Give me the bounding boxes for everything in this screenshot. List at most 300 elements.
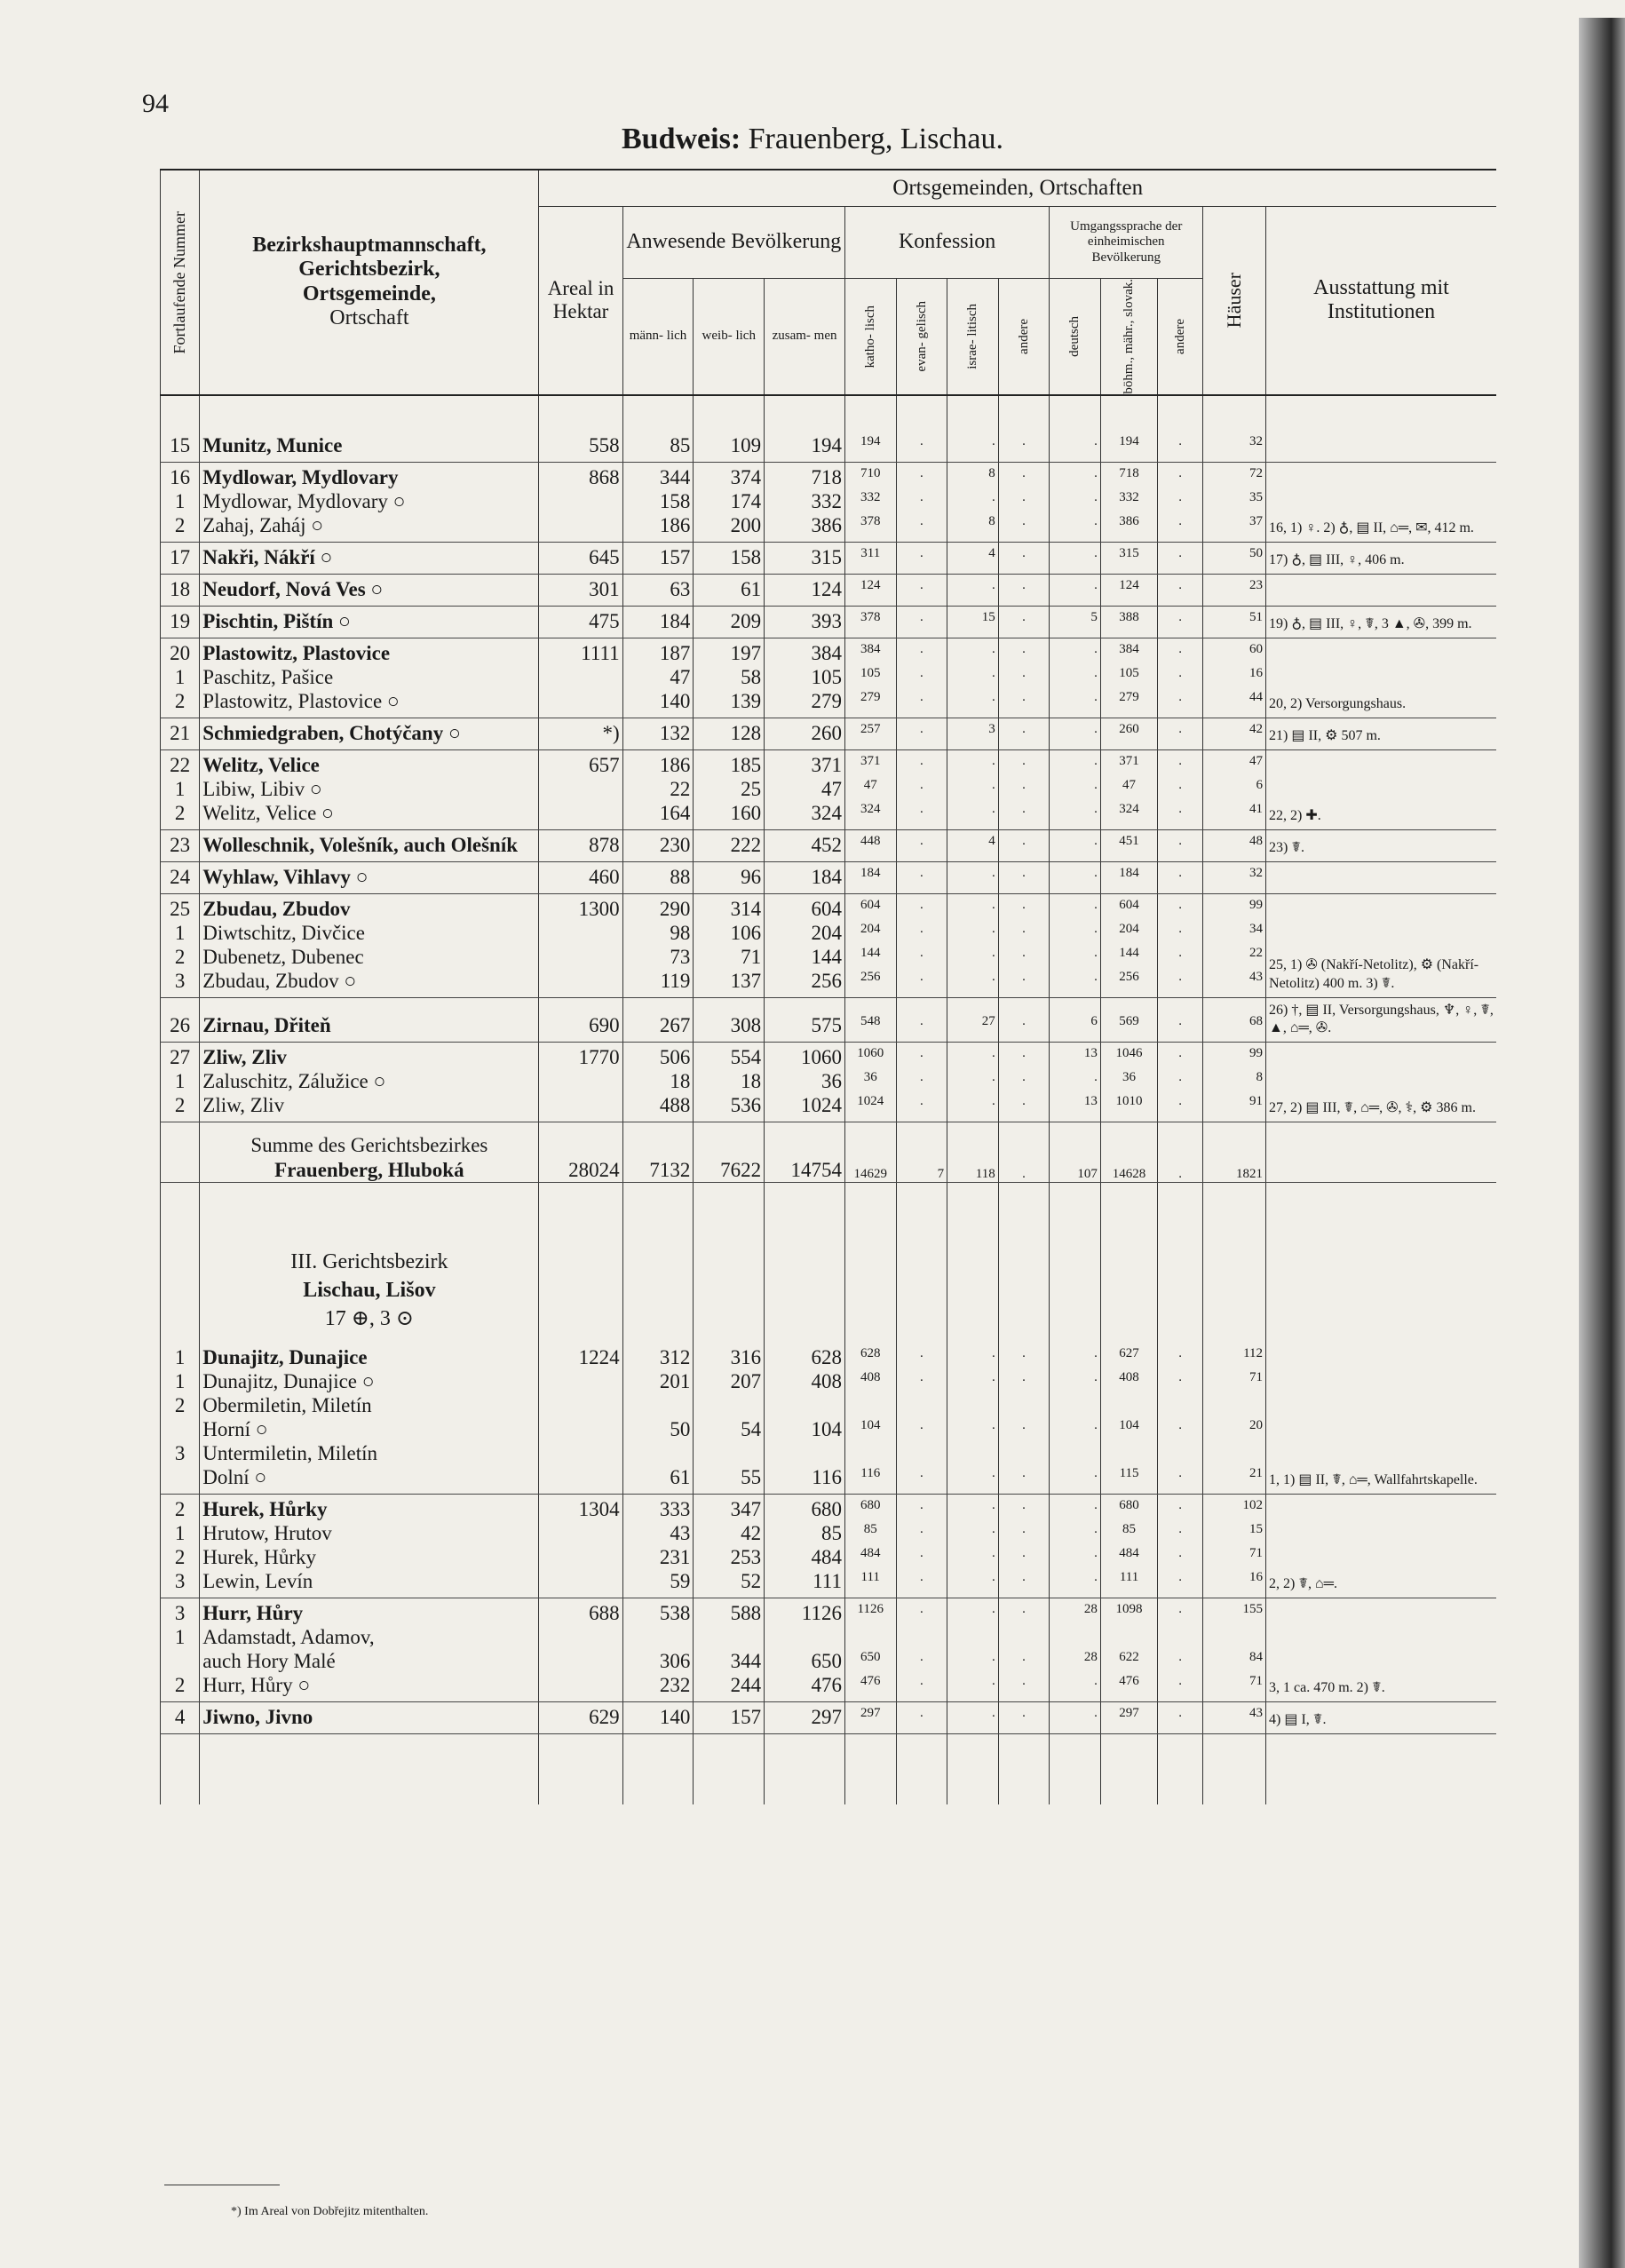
evangelisch-value-cell [896, 893, 947, 997]
ausstattung-cell: 3, 1 ca. 470 m. 2) ☤. [1266, 1598, 1496, 1701]
evangelisch-value-cell [896, 462, 947, 542]
row-number: 2 [174, 801, 186, 824]
israelitisch-value: . [991, 921, 995, 936]
israelitisch-value: . [991, 1070, 995, 1085]
israelitisch-value [950, 1394, 995, 1418]
row-number: 16 [170, 465, 191, 488]
haeuser-value: 102 [1242, 1497, 1264, 1512]
row-number: 1 [174, 777, 186, 800]
andere-konf-value: . [1022, 1545, 1026, 1560]
deutsch-value: 28 [1083, 1649, 1098, 1664]
table-row [161, 1043, 1497, 1122]
row-number: 3 [174, 1569, 186, 1592]
evangelisch-value-cell [896, 1598, 947, 1701]
zusammen-value: 279 [811, 689, 842, 712]
areal-value [542, 1442, 619, 1466]
andere-konf-value: . [1022, 545, 1026, 560]
boehm-value: 315 [1119, 545, 1139, 560]
place-name-cell [200, 606, 539, 638]
weiblich-value-cell [694, 718, 765, 749]
col-weiblich: weib- lich [694, 279, 765, 395]
andere-konf-value-cell [998, 1701, 1050, 1733]
areal-value: *) [602, 721, 620, 744]
row-number: 23 [170, 833, 191, 856]
place-name: Jiwno, Jivno [202, 1705, 313, 1728]
andere-sprache-value: . [1178, 1345, 1183, 1360]
areal-value: 868 [589, 465, 620, 488]
zusammen-value: 124 [811, 577, 842, 600]
table-row [161, 997, 1497, 1043]
andere-sprache-value: . [1178, 865, 1183, 880]
place-name: Zbudau, Zbudov ○ [202, 969, 357, 992]
boehm-value: 104 [1119, 1417, 1139, 1432]
andere-konf-value: . [1022, 609, 1026, 624]
andere-konf-value: . [1022, 945, 1026, 960]
andere-sprache-value-cell [1158, 431, 1203, 463]
table-row [161, 574, 1497, 606]
haeuser-value-cell [1203, 431, 1266, 463]
andere-konf-value-cell [998, 462, 1050, 542]
haeuser-value: 35 [1249, 489, 1264, 504]
areal-value: 1111 [581, 641, 620, 664]
areal-value [542, 1650, 619, 1674]
col-deutsch: deutsch [1050, 279, 1101, 395]
haeuser-value: 34 [1249, 921, 1264, 936]
andere-konf-value: . [1022, 1673, 1026, 1688]
boehm-value: 718 [1119, 465, 1139, 480]
maennlich-value: 312 [659, 1345, 691, 1368]
zusammen-value-cell [765, 749, 845, 829]
katholisch-value: 47 [863, 777, 877, 792]
haeuser-value [1206, 1442, 1263, 1466]
table-end-row [161, 1733, 1497, 1804]
place-name: Mydlowar, Mydlovary [202, 465, 399, 488]
haeuser-value: 16 [1249, 1569, 1264, 1584]
deutsch-value: 28 [1083, 1601, 1098, 1616]
katholisch-value-cell [844, 861, 896, 893]
maennlich-value: 63 [670, 577, 691, 600]
weiblich-value: 588 [730, 1601, 762, 1624]
evangelisch-value: . [919, 1673, 923, 1688]
summary-bo: 14628 [1100, 1122, 1157, 1183]
boehm-value: 680 [1119, 1497, 1139, 1512]
haeuser-value: 8 [1256, 1070, 1264, 1085]
boehm-value: 604 [1119, 897, 1139, 912]
andere-konf-value: . [1022, 577, 1026, 592]
zusammen-value: 116 [812, 1465, 842, 1488]
row-number: 2 [174, 689, 186, 712]
place-name: Hurr, Hůry [202, 1601, 304, 1624]
boehm-value-cell [1100, 462, 1157, 542]
deutsch-value: . [1094, 465, 1098, 480]
haeuser-value: 16 [1249, 665, 1264, 680]
zusammen-value: 575 [811, 1014, 842, 1037]
place-name-cell [200, 1598, 539, 1701]
deutsch-value: . [1094, 833, 1098, 848]
row-number: 21 [170, 721, 191, 744]
boehm-value: 476 [1119, 1673, 1139, 1688]
katholisch-value: 85 [863, 1521, 877, 1536]
israelitisch-value-cell [947, 638, 999, 718]
andere-konf-value: . [1022, 969, 1026, 984]
evangelisch-value-cell [896, 574, 947, 606]
andere-konf-value-cell [998, 1043, 1050, 1122]
evangelisch-value: . [919, 689, 923, 704]
areal-value-cell [539, 997, 622, 1043]
andere-sprache-value-cell [1158, 638, 1203, 718]
zusammen-value-cell [765, 718, 845, 749]
evangelisch-value: . [919, 865, 923, 880]
weiblich-value: 347 [730, 1497, 762, 1520]
zusammen-value-cell [765, 542, 845, 574]
boehm-value-cell [1100, 1598, 1157, 1701]
boehm-value: 115 [1119, 1465, 1139, 1480]
andere-sprache-value: . [1178, 1070, 1183, 1085]
areal-value-cell [539, 749, 622, 829]
andere-sprache-value: . [1178, 641, 1183, 656]
haeuser-value: 32 [1249, 865, 1264, 880]
table-row [161, 1701, 1497, 1733]
ausstattung-cell: 27, 2) ▤ III, ☤, ⌂═, ✇, ⚕, ⚙ 386 m. [1266, 1043, 1496, 1122]
deutsch-value-cell [1050, 1043, 1101, 1122]
katholisch-value: 680 [860, 1497, 881, 1512]
haeuser-value-cell [1203, 718, 1266, 749]
katholisch-value: 628 [860, 1345, 881, 1360]
summary-h: 1821 [1203, 1122, 1266, 1183]
weiblich-value: 344 [730, 1649, 762, 1672]
haeuser-value: 6 [1256, 777, 1264, 792]
table-row [161, 861, 1497, 893]
andere-konf-value: . [1022, 1369, 1026, 1384]
andere-konf-value: . [1022, 641, 1026, 656]
andere-sprache-value-cell [1158, 829, 1203, 861]
boehm-value [1104, 1442, 1154, 1466]
zusammen-value: 680 [811, 1497, 842, 1520]
israelitisch-value: 27 [981, 1014, 995, 1029]
col-katholisch: katho- lisch [844, 279, 896, 395]
maennlich-value-cell [622, 606, 694, 638]
israelitisch-value-cell [947, 1701, 999, 1733]
deutsch-value-cell [1050, 1494, 1101, 1598]
andere-sprache-value: . [1178, 1521, 1183, 1536]
areal-value: 657 [589, 753, 620, 776]
summary-an: . [1158, 1122, 1203, 1183]
weiblich-value-cell [694, 638, 765, 718]
andere-konf-value-cell [998, 718, 1050, 749]
evangelisch-value: . [919, 1649, 923, 1664]
andere-sprache-value-cell [1158, 861, 1203, 893]
evangelisch-value-cell [896, 1043, 947, 1122]
areal-value: 629 [589, 1705, 620, 1728]
zusammen-value: 144 [811, 945, 842, 968]
israelitisch-value: . [991, 665, 995, 680]
israelitisch-value: . [991, 1569, 995, 1584]
row-number: 1 [174, 1625, 186, 1648]
deutsch-value: . [1094, 577, 1098, 592]
row-number: 2 [174, 1393, 186, 1416]
zusammen-value: 384 [811, 641, 842, 664]
boehm-value: 484 [1119, 1545, 1139, 1560]
row-number: 25 [170, 897, 191, 920]
row-number-cell [161, 1043, 200, 1122]
table-row [161, 462, 1497, 542]
areal-value [542, 946, 619, 970]
weiblich-value: 128 [730, 721, 762, 744]
place-name: Paschitz, Pašice [202, 665, 334, 688]
haeuser-value: 155 [1242, 1601, 1264, 1616]
row-number: 1 [174, 1345, 186, 1368]
boehm-value: 388 [1119, 609, 1139, 624]
title-bold: Budweis: [622, 123, 741, 155]
maennlich-value: 230 [659, 833, 691, 856]
zusammen-value-cell [765, 1598, 845, 1701]
evangelisch-value-cell [896, 829, 947, 861]
col-umgangssprache: Umgangssprache der einheimischen Bevölkerung [1050, 207, 1203, 279]
place-name: Zaluschitz, Zálužice ○ [202, 1070, 386, 1093]
haeuser-value-cell [1203, 1343, 1266, 1495]
place-name: Zbudau, Zbudov [202, 897, 351, 920]
weiblich-value: 222 [730, 833, 762, 856]
evangelisch-value-cell [896, 1343, 947, 1495]
deutsch-value-cell [1050, 542, 1101, 574]
andere-sprache-value: . [1178, 1094, 1183, 1109]
israelitisch-value-cell [947, 542, 999, 574]
place-name: Welitz, Velice ○ [202, 801, 334, 824]
israelitisch-value: . [991, 777, 995, 792]
table-row [161, 638, 1497, 718]
place-name-cell [200, 893, 539, 997]
katholisch-value: 371 [860, 753, 881, 768]
katholisch-value: 710 [860, 465, 881, 480]
andere-konf-value-cell [998, 606, 1050, 638]
zusammen-value-cell [765, 1494, 845, 1598]
evangelisch-value: . [919, 1521, 923, 1536]
deutsch-value: . [1094, 1070, 1098, 1085]
zusammen-value: 484 [811, 1545, 842, 1568]
weiblich-value-cell [694, 893, 765, 997]
areal-value-cell [539, 1598, 622, 1701]
ausstattung-cell: 16, 1) ♀. 2) ♁, ▤ II, ⌂═, ✉, 412 m. [1266, 462, 1496, 542]
katholisch-value [848, 1442, 893, 1466]
boehm-value: 371 [1119, 753, 1139, 768]
weiblich-value-cell [694, 542, 765, 574]
zusammen-value-cell [765, 431, 845, 463]
andere-sprache-value [1161, 1442, 1200, 1466]
zusammen-value: 111 [812, 1569, 842, 1592]
maennlich-value: 157 [659, 545, 691, 568]
andere-sprache-value: . [1178, 1673, 1183, 1688]
place-name: Hurek, Hůrky [202, 1497, 328, 1520]
deutsch-value: . [1094, 1465, 1098, 1480]
boehm-value: 1046 [1115, 1046, 1143, 1061]
areal-value-cell [539, 462, 622, 542]
katholisch-value: 184 [860, 865, 881, 880]
col-ortsgemeinden: Ortsgemeinden, Ortschaften [539, 170, 1496, 207]
place-name-cell [200, 829, 539, 861]
areal-value [542, 1394, 619, 1418]
boehm-value: 111 [1119, 1569, 1139, 1584]
deutsch-value-cell [1050, 829, 1101, 861]
israelitisch-value: . [991, 969, 995, 984]
maennlich-value-cell [622, 542, 694, 574]
haeuser-value: 84 [1249, 1649, 1264, 1664]
deutsch-value [1052, 1394, 1098, 1418]
haeuser-value: 51 [1249, 609, 1264, 624]
place-name-cell [200, 462, 539, 542]
katholisch-value: 384 [860, 641, 881, 656]
zusammen-value-cell [765, 893, 845, 997]
summary-de: 107 [1050, 1122, 1101, 1183]
deutsch-value [1052, 1626, 1098, 1650]
row-number: 17 [170, 545, 191, 568]
katholisch-value: 124 [860, 577, 881, 592]
deutsch-value: . [1094, 545, 1098, 560]
israelitisch-value: . [991, 753, 995, 768]
boehm-value: 124 [1119, 577, 1139, 592]
andere-sprache-value [1161, 1626, 1200, 1650]
row-number: 18 [170, 577, 191, 600]
weiblich-value: 61 [741, 577, 762, 600]
deutsch-value: . [1094, 1569, 1098, 1584]
andere-sprache-value: . [1178, 577, 1183, 592]
row-number-cell [161, 462, 200, 542]
deutsch-value: . [1094, 1545, 1098, 1560]
andere-sprache-value: . [1178, 897, 1183, 912]
haeuser-value: 32 [1249, 433, 1264, 448]
place-name-cell [200, 638, 539, 718]
deutsch-value: 5 [1090, 609, 1098, 624]
maennlich-value: 231 [659, 1545, 691, 1568]
israelitisch-value: . [991, 1601, 995, 1616]
andere-sprache-value-cell [1158, 1343, 1203, 1495]
weiblich-value: 314 [730, 897, 762, 920]
evangelisch-value: . [919, 1417, 923, 1432]
areal-value: 878 [589, 833, 620, 856]
andere-konf-value-cell [998, 893, 1050, 997]
zusammen-value: 718 [811, 465, 842, 488]
zusammen-value: 105 [811, 665, 842, 688]
andere-konf-value: . [1022, 897, 1026, 912]
andere-konf-value [1002, 1394, 1047, 1418]
zusammen-value: 36 [820, 1070, 842, 1093]
evangelisch-value: . [919, 833, 923, 848]
haeuser-value-cell [1203, 997, 1266, 1043]
andere-sprache-value-cell [1158, 606, 1203, 638]
andere-konf-value: . [1022, 1465, 1026, 1480]
col-bevoelkerung: Anwesende Bevölkerung [622, 207, 844, 279]
weiblich-value: 316 [730, 1345, 762, 1368]
maennlich-value: 88 [670, 865, 691, 888]
katholisch-value: 448 [860, 833, 881, 848]
row-number: 4 [174, 1705, 186, 1728]
israelitisch-value: . [991, 1046, 995, 1061]
place-name: Nakři, Nákří ○ [202, 545, 333, 568]
row-number: 15 [170, 433, 191, 456]
deutsch-value: . [1094, 865, 1098, 880]
deutsch-value: . [1094, 969, 1098, 984]
maennlich-value: 267 [659, 1014, 691, 1037]
evangelisch-value: . [919, 777, 923, 792]
row-number: 2 [174, 1545, 186, 1568]
israelitisch-value-cell [947, 829, 999, 861]
areal-value-cell [539, 1701, 622, 1733]
evangelisch-value: . [919, 1497, 923, 1512]
boehm-value-cell [1100, 893, 1157, 997]
israelitisch-value-cell [947, 861, 999, 893]
boehm-value: 332 [1119, 489, 1139, 504]
haeuser-value-cell [1203, 1701, 1266, 1733]
katholisch-value: 1024 [857, 1094, 884, 1109]
maennlich-value: 506 [659, 1046, 691, 1069]
weiblich-value: 139 [730, 689, 762, 712]
row-number: 19 [170, 609, 191, 632]
deutsch-value: . [1094, 489, 1098, 504]
boehm-value-cell [1100, 606, 1157, 638]
israelitisch-value: . [991, 1369, 995, 1384]
summary-label: Summe des Gerichtsbezirkes [250, 1133, 488, 1156]
boehm-value: 260 [1119, 721, 1139, 736]
maennlich-value: 538 [659, 1601, 691, 1624]
zusammen-value: 184 [811, 865, 842, 888]
andere-sprache-value-cell [1158, 749, 1203, 829]
place-name-cell [200, 861, 539, 893]
boehm-value-cell [1100, 638, 1157, 718]
israelitisch-value: . [991, 1649, 995, 1664]
katholisch-value: 257 [860, 721, 881, 736]
andere-konf-value: . [1022, 1046, 1026, 1061]
page-title [0, 123, 1625, 156]
deutsch-value: 13 [1083, 1094, 1098, 1109]
deutsch-value-cell [1050, 1598, 1101, 1701]
maennlich-value: 59 [670, 1569, 691, 1592]
andere-sprache-value: . [1178, 1569, 1183, 1584]
haeuser-value: 23 [1249, 577, 1264, 592]
maennlich-value: 98 [670, 921, 691, 944]
deutsch-value-cell [1050, 893, 1101, 997]
andere-sprache-value: . [1178, 1417, 1183, 1432]
ausstattung-cell: 20, 2) Versorgungshaus. [1266, 638, 1496, 718]
place-name: Diwtschitz, Divčice [202, 921, 365, 944]
boehm-value-cell [1100, 542, 1157, 574]
haeuser-value: 37 [1249, 513, 1264, 528]
deutsch-value: 13 [1083, 1046, 1098, 1061]
zusammen-value-cell [765, 1701, 845, 1733]
katholisch-value: 256 [860, 969, 881, 984]
evangelisch-value [900, 1394, 945, 1418]
boehm-value: 85 [1122, 1521, 1137, 1536]
zusammen-value: 324 [811, 801, 842, 824]
areal-value [542, 1070, 619, 1094]
deutsch-value: . [1094, 641, 1098, 656]
zusammen-value: 256 [811, 969, 842, 992]
row-number: 1 [174, 489, 186, 512]
andere-konf-value-cell [998, 638, 1050, 718]
israelitisch-value-cell [947, 997, 999, 1043]
andere-sprache-value: . [1178, 1601, 1183, 1616]
zusammen-value: 452 [811, 833, 842, 856]
andere-sprache-value: . [1178, 465, 1183, 480]
place-name-cell [200, 749, 539, 829]
zusammen-value-cell [765, 574, 845, 606]
row-number-cell [161, 1494, 200, 1598]
areal-value [542, 778, 619, 802]
col-andere-sprache: andere [1158, 279, 1203, 395]
place-name: Neudorf, Nová Ves ○ [202, 577, 384, 600]
zusammen-value: 393 [811, 609, 842, 632]
haeuser-value: 50 [1249, 545, 1264, 560]
summary-row [161, 1122, 1497, 1183]
boehm-value-cell [1100, 1043, 1157, 1122]
